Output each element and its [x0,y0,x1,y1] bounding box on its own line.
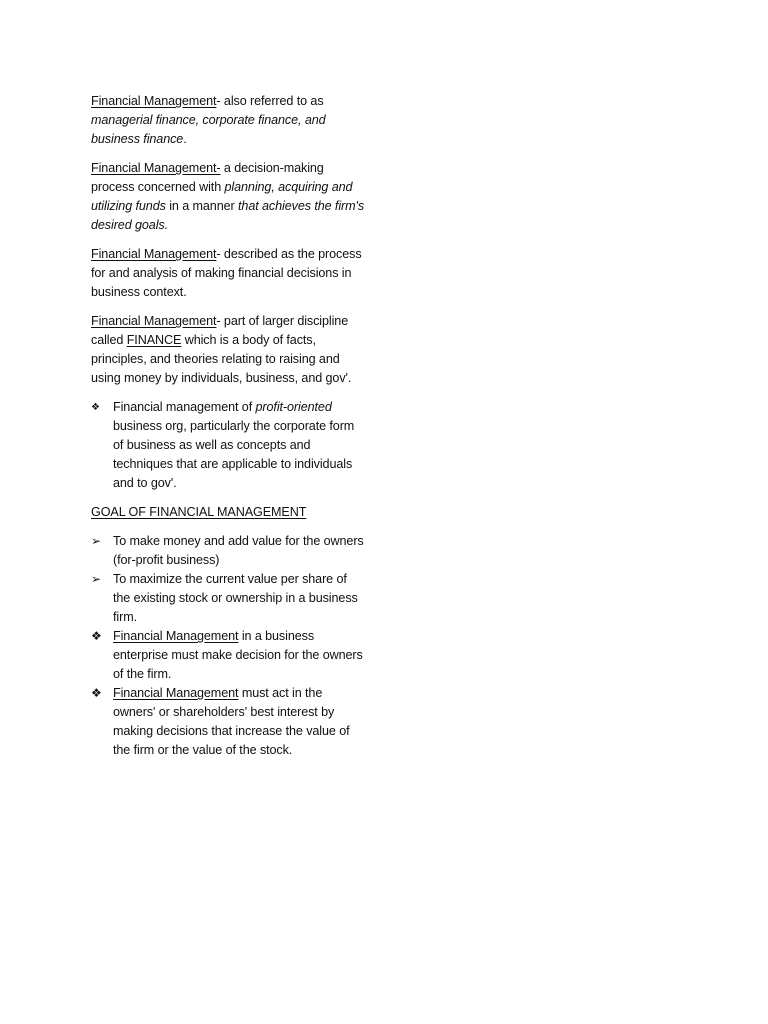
text: . [183,132,187,146]
paragraph-definition-4 [91,312,367,388]
italic-text: that achieves the firm's desired goals. [91,199,365,232]
text: business org, particularly the corporate form of business as well as concepts and techniques that are applicable to individuals and to gov'. [113,419,355,490]
italic-text: profit-oriented [255,400,332,414]
paragraph-definition-1 [91,92,367,149]
term: Financial Management- [91,161,221,175]
paragraph-definition-2 [91,159,367,235]
list-item [91,627,367,684]
text: a decision-making process concerned with [91,161,324,194]
text: in a business enterprise must make decision for the owners of the firm. [113,629,363,681]
bullet-list [91,398,367,493]
diamond-bullet-icon: ❖ [91,686,102,700]
text: which is a body of facts, principles, and theories relating to raising and using money by individuals, business, and gov'. [91,333,352,385]
arrow-bullet-icon: ➢ [91,534,101,548]
term: Financial Management [91,314,217,328]
term: Financial Management [91,94,217,108]
text: must act in the owners' or shareholders' best interest by making decisions that increase the value of the firm or the value of the stock. [113,686,350,757]
term: Financial Management [113,629,239,643]
diamond-bullet-icon: ❖ [91,402,100,413]
list-item [91,684,367,760]
term: Financial Management [113,686,239,700]
term: Financial Management [91,247,217,261]
term-finance: FINANCE [126,333,182,347]
text: in a manner [165,199,239,213]
paragraph-definition-3 [91,245,367,302]
goal-heading: GOAL OF FINANCIAL MANAGEMENT [91,505,307,519]
list-item [91,570,367,627]
text: - described as the process for and analysis of making financial decisions in business context. [91,247,362,299]
diamond-bullet-icon: ❖ [91,629,102,643]
arrow-bullet-icon: ➢ [91,572,101,586]
italic-text: planning, acquiring and utilizing funds [91,180,353,213]
text: - also referred to as [216,94,324,108]
italic-text: managerial finance, corporate finance, and business finance [91,113,326,146]
list-item [91,532,367,570]
goals-list [91,532,367,760]
list-item [91,398,367,493]
document-content [91,92,367,760]
text: - part of larger discipline called [91,314,349,347]
text: Financial management of [113,400,256,414]
text: To make money and add value for the owners (for-profit business) [113,534,364,567]
text: To maximize the current value per share of the existing stock or ownership in a business firm. [113,572,358,624]
